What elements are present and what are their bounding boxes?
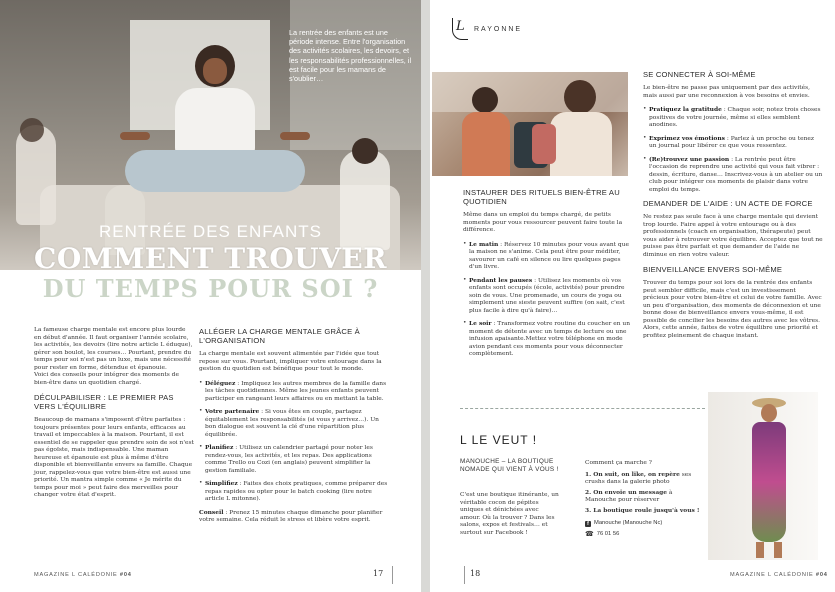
rubric-name: RAYONNE [474, 25, 523, 33]
list-item: • Le soir : Transformez votre routine du coucher en un moment de détente avec un temps de lecture ou une infusion apaisante.Mettez votre téléphone en mode avion pendant ces moments pour vous déconnecter complètement. [463, 320, 635, 359]
list-item: 1. On suit, on like, on repère ses crushs dans la galerie photo [585, 470, 692, 485]
mother-daughter-photo [432, 72, 628, 176]
page-number: 17 [373, 569, 384, 578]
list-item: • Exprimez vos émotions : Parlez à un proche ou tenez un journal pour libérer ce que vous ressentez. [643, 135, 823, 151]
intro-paragraph: La fameuse charge mentale est encore plus lourde en début d'année. Il faut organiser l'année scolaire, les activités, les devoirs (lire notre article L éduque), gérer son boulot, les courses… Pourtant, prendre du temps pour soi n'est pas un luxe, mais une nécessité pour rester en forme, détendue et épanouie. [34, 327, 193, 371]
facebook-icon: f [585, 521, 591, 527]
list-item: • Déléguez : Impliquez les autres membres de la famille dans les tâches quotidiennes. Même les jeunes enfants peuvent participer en rangeant leurs affaires ou en mettant la table. [199, 380, 389, 404]
section-heading: BIENVEILLANCE ENVERS SOI-MÊME [643, 265, 783, 274]
section-body: Ne restez pas seule face à une charge mentale qui devient trop lourde. Faire appel à votre entourage ou à des professionnels (coach en organisation, thérapeute) peut vous aider à retrouver votre équilibre. Acceptez que tout ne puisse pas être parfait et que demander de l'aide ne diminue en rien votre valeur. [643, 214, 823, 258]
lveut-heading: L LE VEUT ! [460, 433, 538, 447]
how-it-works [585, 460, 703, 538]
right-col-1 [463, 188, 635, 364]
rubric-logo [452, 18, 522, 40]
list-item: • Votre partenaire : Si vous êtes en couple, partagez équitablement les responsabilités (si vous y arrivez…). Un bon dialogue est souvent la clé d'une répartition plus équilibrée. [199, 408, 389, 439]
manouche-heading: MANOUCHE – LA BOUTIQUE NOMADE QUI VIENT À VOUS ! [460, 458, 559, 473]
article-title [0, 222, 421, 304]
section-body: Beaucoup de mamans s'imposent d'être parfaites : toujours présentes pour leurs enfants, efficaces au travail et impeccables à la maison. Pourtant, il est essentiel de se rappeler que prendre soin de soi n'est pas égoïste, mais indispensable. Une maman heureuse et épanouie est plus à même d'être disponible et bienveillante envers sa famille. Chaque jour, rappelez-vous que votre bien-être est aussi une priorité. Un mantra simple comme « Je mérite du temps pour moi » peut faire des merveilles pour changer votre état d'esprit. [34, 417, 194, 498]
conseil: Conseil : Prenez 15 minutes chaque dimanche pour planifier votre semaine. Cela réduit le stress et libère votre esprit. [199, 508, 383, 523]
steps-list [585, 471, 703, 516]
list-item: • Pendant les pauses : Utilisez les moments où vos enfants sont occupés (école, activités) pour prendre soin de vous. Une promenade, un cours de yoga ou simplement une sieste peuvent suffire (on sait, c'est plus facile à dire qu'à faire)… [463, 277, 635, 316]
page-number: 18 [470, 569, 481, 578]
phone-icon: ☎ [585, 530, 594, 538]
right-col-2 [643, 70, 823, 346]
fashion-photo [708, 392, 818, 560]
section-body: Même dans un emploi du temps chargé, de petits moments pour vous ressourcer peuvent faire toute la différence. [463, 212, 623, 233]
manouche-body: C'est une boutique itinérante, un véritable cocon de pépites uniques et dénichées avec amour. Où la trouver ? Dans les salons, expos et festivals… et surtout sur Facebook ! [460, 492, 559, 536]
page-right [430, 0, 835, 592]
how-heading: Comment ça marche ? [585, 460, 652, 466]
list-item: • Planifiez : Utilisez un calendrier partagé pour noter les rendez-vous, les activités, et les repas. Des applications comme Trello ou Cozi (en anglais) peuvent simplifier la gestion familiale. [199, 444, 389, 475]
list-item: • Pratiquez la gratitude : Chaque soir, notez trois choses positives de votre journée, même si elles semblent anodines. [643, 106, 823, 130]
section-body: Le bien-être ne passe pas uniquement par des activités, mais aussi par une reconnexion à vos besoins et envies. [643, 85, 811, 99]
article-kicker: RENTRÉE DES ENFANTS [98, 222, 323, 241]
title-line-1: COMMENT TROUVER [34, 242, 387, 275]
rituals-list [463, 241, 635, 359]
phone-number: 76 01 56 [596, 530, 620, 537]
title-line-2: DU TEMPS POUR SOI ? [42, 274, 379, 303]
connect-list [643, 106, 823, 194]
list-item: 2. On envoie un message à Manouche pour réserver [585, 488, 673, 503]
list-item: • Simplifiez : Faites des choix pratiques, comme préparer des repas rapides ou opter pour le batch cooking (lire notre article L mitonne). [199, 480, 389, 504]
folio: MAGAZINE L CALÉDONIE #04 [730, 572, 828, 578]
section-body: Trouver du temps pour soi lors de la rentrée des enfants peut sembler difficile, mais c'est un investissement précieux pour votre bien-être et celui de votre famille. Avec un peu d'organisation, des moments de déconnexion et une bonne dose de bienveillance envers vous-même, il est possible de concilier les besoins des autres avec les vôtres. Alors, cette année, faites de votre équilibre une priorité et profitez pleinement de chaque instant. [643, 280, 822, 339]
section-heading: INSTAURER DES RITUELS BIEN-ÊTRE AU QUOTIDIEN [463, 188, 620, 206]
list-item: • Le matin : Réservez 10 minutes pour vous avant que la maison ne s'anime. Cela peut être pour méditer, savourer un café en silence ou lire quelques pages d'un livre. [463, 241, 635, 272]
hero-caption: La rentrée des enfants est une période intense. Entre l'organisation des activités scolaires, les devoirs, et les responsabilités professionnelles, il est facile pour les mamans de s'oublier… [289, 28, 412, 84]
list-item: • (Re)trouvez une passion : La rentrée peut être l'occasion de reprendre une activité qui vous fait vibrer : dessin, écriture, danse… Inscrivez-vous à un atelier ou un club pour intégrer ces moments de plaisir dans votre emploi du temps. [643, 156, 823, 195]
intro-paragraph-2: Voici des conseils pour intégrer des moments de bien-être dans un quotidien chargé. [34, 372, 179, 386]
dashed-divider [460, 408, 705, 409]
tips-list [199, 380, 389, 504]
phone-contact[interactable] [585, 531, 703, 539]
facebook-name: Manouche (Manouche Nc) [594, 520, 663, 526]
section-heading: DÉCULPABILISER : LE PREMIER PAS VERS L'ÉQUILIBRE [34, 393, 174, 411]
right-column [199, 327, 389, 531]
facebook-contact[interactable] [585, 520, 703, 528]
left-column [34, 327, 194, 506]
section-heading: ALLÉGER LA CHARGE MENTALE GRÂCE À L'ORGANISATION [199, 327, 360, 345]
section-body: La charge mentale est souvent alimentée par l'idée que tout repose sur vous. Pourtant, impliquer votre entourage dans la gestion du quotidien est bénéfique pour tout le monde. [199, 351, 382, 372]
section-heading: SE CONNECTER À SOI-MÊME [643, 70, 756, 79]
list-item: 3. La boutique roule jusqu'à vous ! [585, 506, 700, 514]
folio: MAGAZINE L CALÉDONIE #04 [34, 572, 132, 578]
section-heading: DEMANDER DE L'AIDE : UN ACTE DE FORCE [643, 199, 813, 208]
logo-mark: L [452, 18, 468, 40]
